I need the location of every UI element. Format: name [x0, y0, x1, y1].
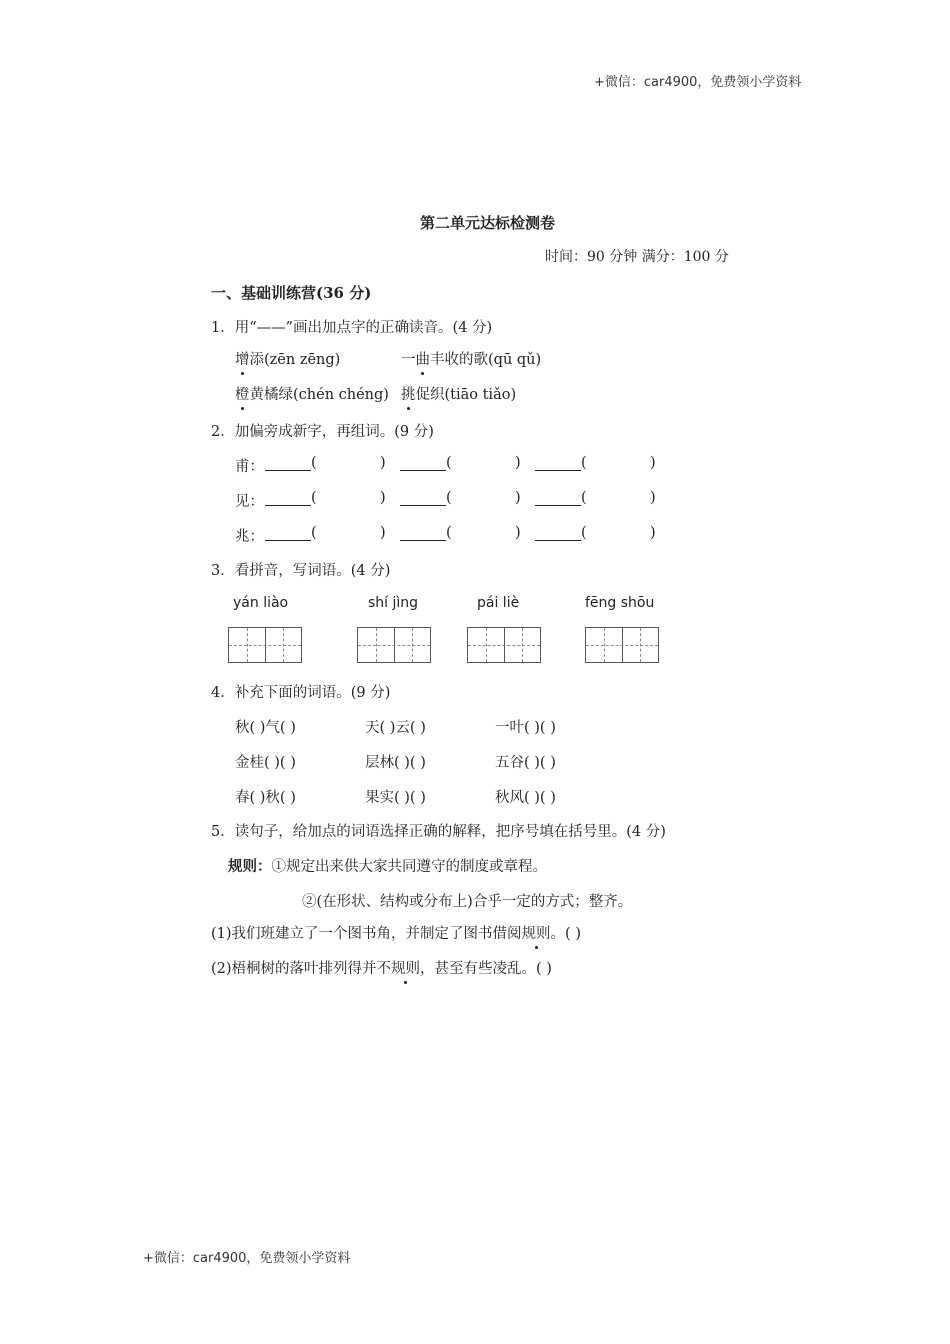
q2-row: 见：	[235, 494, 264, 510]
open-paren: (	[581, 455, 587, 471]
q4-item: 层林( )( )	[365, 755, 426, 771]
open-paren: (	[311, 490, 317, 506]
q4-item: 五谷( )( )	[495, 755, 556, 771]
watermark-top: +微信：car4900，免费领小学资料	[594, 75, 802, 90]
close-paren: )	[380, 490, 386, 506]
q4-item: 金桂( )( )	[235, 755, 296, 771]
close-paren: )	[380, 455, 386, 471]
answer-blank[interactable]	[400, 505, 446, 506]
dotted-char: 橙	[235, 383, 250, 404]
answer-blank[interactable]	[400, 540, 446, 541]
writing-grid[interactable]	[357, 627, 431, 663]
pinyin-label: fēng shōu	[585, 595, 655, 611]
definition-label: 规则：	[228, 858, 272, 875]
q1-item: 一曲丰收的歌(qū qǔ)	[401, 348, 541, 369]
q4-item: 果实( )( )	[365, 790, 426, 806]
q4-item: 一叶( )( )	[495, 720, 556, 736]
question-1-stem: 1．用“——”画出加点字的正确读音。(4 分)	[211, 320, 493, 336]
q4-item: 秋( )气( )	[235, 720, 296, 736]
answer-blank[interactable]	[535, 540, 581, 541]
exam-meta: 时间：90 分钟 满分：100 分	[545, 249, 729, 265]
answer-blank[interactable]	[265, 470, 311, 471]
open-paren: (	[581, 525, 587, 541]
close-paren: )	[515, 525, 521, 541]
open-paren: (	[446, 455, 452, 471]
writing-grid[interactable]	[228, 627, 302, 663]
sentence-2: (2)梧桐树的落叶排列得并不规则，甚至有些凌乱。( )	[211, 957, 552, 978]
q2-row: 兆：	[235, 529, 264, 545]
dotted-word: 规则	[391, 957, 420, 978]
dotted-char: 挑	[401, 383, 416, 404]
answer-blank[interactable]	[535, 470, 581, 471]
question-4-stem: 4．补充下面的词语。(9 分)	[211, 685, 391, 701]
q2-row: 甫：	[235, 459, 264, 475]
page-title: 第二单元达标检测卷	[420, 214, 556, 232]
question-5-stem: 5．读句子，给加点的词语选择正确的解释，把序号填在括号里。(4 分)	[211, 824, 666, 840]
sentence-1: (1)我们班建立了一个图书角，并制定了图书借阅规则。( )	[211, 922, 581, 943]
open-paren: (	[581, 490, 587, 506]
q1-item: 挑促织(tiāo tiǎo)	[401, 383, 516, 404]
close-paren: )	[515, 490, 521, 506]
q1-item: 增添(zēn zēng)	[235, 348, 340, 369]
dotted-char: 曲	[416, 348, 431, 369]
dotted-word: 规则	[522, 922, 551, 943]
pinyin-label: pái liè	[477, 595, 520, 611]
open-paren: (	[311, 525, 317, 541]
pinyin-label: yán liào	[233, 595, 289, 611]
close-paren: )	[650, 455, 656, 471]
open-paren: (	[311, 455, 317, 471]
q4-item: 春( )秋( )	[235, 790, 296, 806]
close-paren: )	[650, 525, 656, 541]
definition-2: ②(在形状、结构或分布上)合乎一定的方式；整齐。	[302, 894, 633, 910]
answer-blank[interactable]	[535, 505, 581, 506]
definition-1: 规则：①规定出来供大家共同遵守的制度或章程。	[228, 858, 547, 875]
q1-item: 橙黄橘绿(chén chéng)	[235, 383, 389, 404]
close-paren: )	[515, 455, 521, 471]
writing-grid[interactable]	[467, 627, 541, 663]
section-heading: 一、基础训练营(36 分)	[211, 284, 372, 302]
writing-grid[interactable]	[585, 627, 659, 663]
question-2-stem: 2．加偏旁成新字，再组词。(9 分)	[211, 424, 434, 440]
answer-blank[interactable]	[400, 470, 446, 471]
answer-blank[interactable]	[265, 540, 311, 541]
q4-item: 秋风( )( )	[495, 790, 556, 806]
close-paren: )	[380, 525, 386, 541]
question-3-stem: 3．看拼音，写词语。(4 分)	[211, 563, 391, 579]
open-paren: (	[446, 525, 452, 541]
answer-blank[interactable]	[265, 505, 311, 506]
watermark-bottom: +微信：car4900，免费领小学资料	[143, 1251, 351, 1266]
dotted-char: 增	[235, 348, 250, 369]
close-paren: )	[650, 490, 656, 506]
open-paren: (	[446, 490, 452, 506]
q4-item: 天( )云( )	[365, 720, 426, 736]
pinyin-label: shí jìng	[368, 595, 419, 611]
